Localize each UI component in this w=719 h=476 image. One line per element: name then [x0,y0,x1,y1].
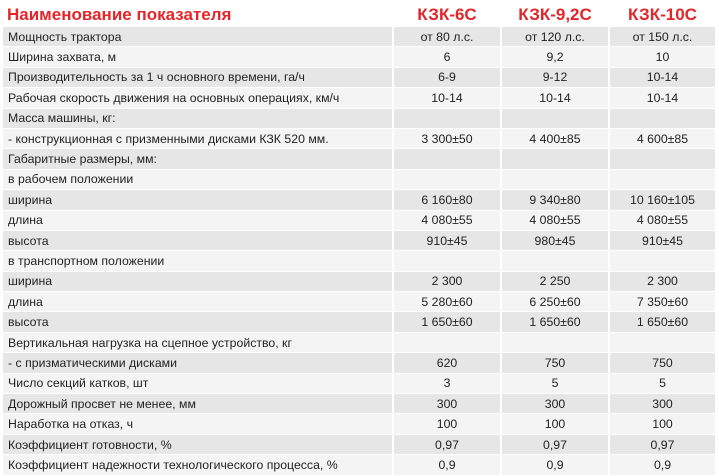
row-value: 0,9 [609,455,716,475]
table-row [3,414,716,434]
row-label: - с призматическими дисками [3,353,393,373]
row-value [393,251,501,271]
row-value: 100 [609,414,716,434]
row-value: 980±45 [501,230,609,250]
header-row [3,3,716,27]
row-label: Мощность трактора [3,27,393,47]
row-label: Производительность за 1 ч основного времени, га/ч [3,67,393,87]
row-label: - конструкционная с призменными дисками КЗК 520 мм. [3,128,393,148]
row-value: 750 [609,353,716,373]
header-model: КЗК-6С [393,3,501,27]
row-value [393,108,501,128]
row-value [609,251,716,271]
table-row [3,271,716,291]
row-label: высота [3,230,393,250]
row-value: от 150 л.с. [609,27,716,47]
row-value: 9-12 [501,67,609,87]
row-value: 6-9 [393,67,501,87]
row-value: 1 650±60 [609,312,716,332]
row-value: 100 [501,414,609,434]
row-label: высота [3,312,393,332]
table-row [3,292,716,312]
row-value: 300 [393,394,501,414]
row-value: 4 400±85 [501,128,609,148]
row-value: 10 160±105 [609,190,716,210]
table-row [3,394,716,414]
table-row [3,190,716,210]
row-value: 2 300 [609,271,716,291]
row-label: Коэффициент готовности, % [3,434,393,454]
row-value: 0,97 [609,434,716,454]
row-value: 5 [609,373,716,393]
row-value: 10 [609,47,716,67]
row-value [501,108,609,128]
row-value: 9 340±80 [501,190,609,210]
row-value: 1 650±60 [501,312,609,332]
row-value: 4 080±55 [393,210,501,230]
row-value: 0,9 [501,455,609,475]
row-label: в рабочем положении [3,169,393,189]
row-value: 2 300 [393,271,501,291]
row-value [501,251,609,271]
row-value: 4 600±85 [609,128,716,148]
row-value: 0,9 [393,455,501,475]
header-param: Наименование показателя [3,3,393,27]
row-value: от 120 л.с. [501,27,609,47]
row-value: 750 [501,353,609,373]
row-value [393,169,501,189]
table-row [3,353,716,373]
row-value: 3 [393,373,501,393]
row-value: 9,2 [501,47,609,67]
row-value [609,169,716,189]
table-row [3,251,716,271]
row-label: ширина [3,190,393,210]
row-value: 6 [393,47,501,67]
row-value: 4 080±55 [609,210,716,230]
table-row [3,88,716,108]
table-row [3,312,716,332]
row-value: 0,97 [393,434,501,454]
table-row [3,210,716,230]
row-value [501,169,609,189]
row-value: 910±45 [609,230,716,250]
row-value: 3 300±50 [393,128,501,148]
row-label: Рабочая скорость движения на основных операциях, км/ч [3,88,393,108]
row-value: 10-14 [501,88,609,108]
spec-table [3,3,717,476]
row-label: Вертикальная нагрузка на сцепное устройство, кг [3,332,393,352]
header-model: КЗК-9,2С [501,3,609,27]
row-value: 620 [393,353,501,373]
table-row [3,128,716,148]
row-label: Число секций катков, шт [3,373,393,393]
row-value: 6 160±80 [393,190,501,210]
row-value: 6 250±60 [501,292,609,312]
row-label: ширина [3,271,393,291]
row-value: 100 [393,414,501,434]
spec-table-body [3,27,716,475]
table-row [3,108,716,128]
header-model: КЗК-10С [609,3,716,27]
row-label: Габаритные размеры, мм: [3,149,393,169]
row-value [393,149,501,169]
row-value: 5 280±60 [393,292,501,312]
table-row [3,47,716,67]
row-label: длина [3,210,393,230]
row-value: 10-14 [609,67,716,87]
row-value: от 80 л.с. [393,27,501,47]
row-value: 910±45 [393,230,501,250]
row-value: 10-14 [393,88,501,108]
row-label: Наработка на отказ, ч [3,414,393,434]
row-value [609,149,716,169]
row-value: 300 [609,394,716,414]
table-row [3,67,716,87]
table-row [3,169,716,189]
table-row [3,332,716,352]
row-label: Ширина захвата, м [3,47,393,67]
row-value: 2 250 [501,271,609,291]
row-label: в транспортном положении [3,251,393,271]
row-value: 10-14 [609,88,716,108]
table-row [3,434,716,454]
row-label: Дорожный просвет не менее, мм [3,394,393,414]
table-row [3,373,716,393]
row-label: длина [3,292,393,312]
row-value [609,332,716,352]
row-value: 300 [501,394,609,414]
row-value [501,332,609,352]
table-row [3,27,716,47]
table-row [3,149,716,169]
row-value: 5 [501,373,609,393]
row-value [393,332,501,352]
row-value: 1 650±60 [393,312,501,332]
row-value: 7 350±60 [609,292,716,312]
row-value: 0,97 [501,434,609,454]
row-value [501,149,609,169]
table-row [3,230,716,250]
row-value [609,108,716,128]
row-label: Масса машины, кг: [3,108,393,128]
row-value: 4 080±55 [501,210,609,230]
row-label: Коэффициент надежности технологического процесса, % [3,455,393,475]
table-row [3,455,716,475]
